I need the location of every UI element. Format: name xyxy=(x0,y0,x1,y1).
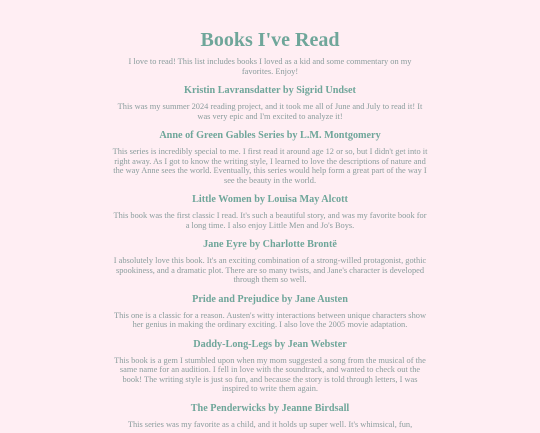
book-title: Little Women by Louisa May Alcott xyxy=(192,194,348,205)
book-title: Daddy-Long-Legs by Jean Webster xyxy=(193,338,347,350)
book-entry-2 xyxy=(112,130,428,185)
book-description: This book was the first classic I read. It's such a beautiful story, and was my favorite book for a long time. I also enjoy Little Men and Jo's Boys. xyxy=(113,211,427,230)
book-entry-5 xyxy=(112,294,428,330)
book-description: This was my summer 2024 reading project, and it took me all of June and July to read it! It was very epic and I'm excited to analyze it! xyxy=(117,102,423,121)
book-description: This series is incredibly special to me. I first read it around age 12 or so, but I didn't get into it right away. As I got to know the writing style, I learned to love the descriptions of nature and the way Anne sees the world. Eventually, this series would help form a great part of the way I see the beauty in the world. xyxy=(112,147,428,185)
book-title: Jane Eyre by Charlotte Brontë xyxy=(203,239,337,250)
book-entry-4 xyxy=(112,239,428,285)
book-description: This book is a gem I stumbled upon when my mom suggested a song from the musical of the same name for an audition. I fell in love with the soundtrack, and wanted to check out the book! The writing style is just so fun, and because the story is told through letters, I was inspired to write them again. xyxy=(114,355,426,393)
book-entry-3 xyxy=(112,194,428,230)
book-title: Kristin Lavransdatter by Sigrid Undset xyxy=(184,85,356,96)
book-entry-7 xyxy=(112,403,428,430)
book-title: Pride and Prejudice by Jane Austen xyxy=(192,293,348,305)
page-content xyxy=(0,28,540,433)
book-title: Anne of Green Gables Series by L.M. Montgomery xyxy=(159,130,381,141)
book-title: The Penderwicks by Jeanne Birdsall xyxy=(190,402,350,414)
book-description: This one is a classic for a reason. Austen's witty interactions between unique characters show her genius in making the ordinary exciting. I also love the 2005 movie adaptation. xyxy=(114,310,426,329)
book-entry-6 xyxy=(112,339,428,394)
book-description: I absolutely love this book. It's an exciting combination of a strong-willed protagonist, gothic spookiness, and a dramatic plot. There are so many twists, and Jane's character is developed through them so well. xyxy=(113,256,427,284)
book-description: This series was my favorite as a child, and it holds up super well. It's whimsical, fun, xyxy=(127,419,413,429)
intro-text: I love to read! This list includes books I loved as a kid and some commentary on my favorites. Enjoy! xyxy=(128,57,412,76)
page-title: Books I've Read xyxy=(200,29,340,51)
book-entry-1 xyxy=(112,85,428,121)
